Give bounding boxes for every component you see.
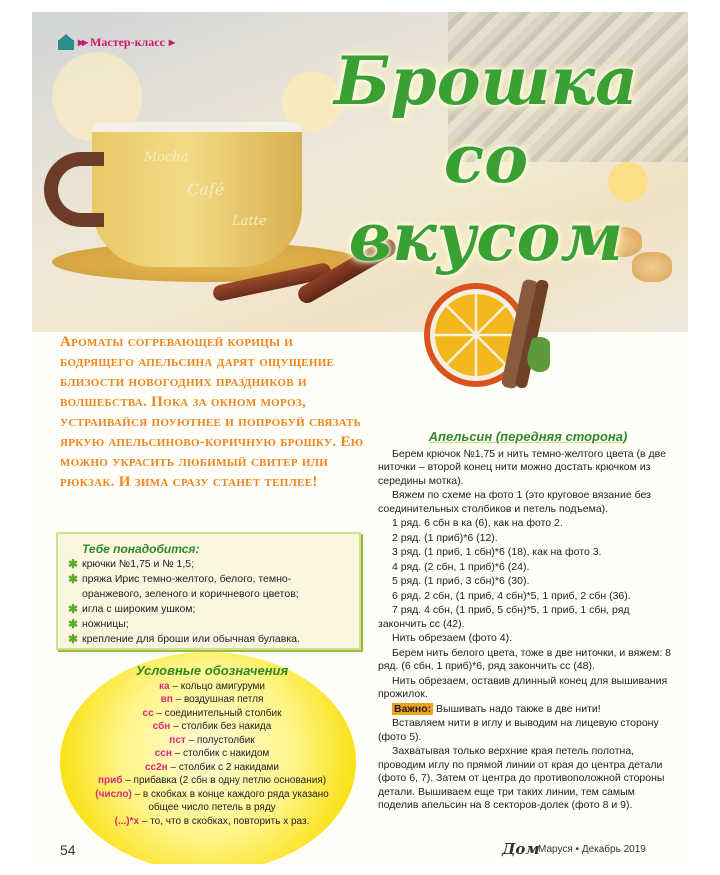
paragraph: Нить обрезаем, оставив длинный конец для вышивания прожилок.: [378, 674, 668, 700]
legend-item: [92, 693, 332, 707]
legend-item: [92, 680, 332, 694]
legend-item: [92, 774, 332, 788]
legend-item: [92, 747, 332, 761]
arrows-icon: ▸▸: [78, 35, 87, 49]
row-step: 2 ряд. (1 приб)*6 (12).: [392, 531, 498, 544]
coffee-mug: [92, 122, 302, 267]
row-step: 5 ряд. (1 приб, 3 сбн)*6 (30).: [392, 575, 530, 587]
materials-item: [68, 617, 349, 632]
star-bullet-icon: ✱: [68, 617, 79, 631]
legend-abbr: вп: [160, 694, 173, 705]
instructions-column: [378, 430, 678, 814]
legend-abbr: (число): [95, 788, 132, 800]
legend: [92, 664, 332, 828]
legend-item: [92, 707, 332, 721]
important-label: Важно:: [394, 702, 432, 715]
publisher-logo: Дом: [502, 840, 540, 858]
row-step: 3 ряд. (1 приб, 1 сбн)*6 (18), как на фото 3.: [392, 546, 602, 558]
magazine-page: [32, 12, 688, 864]
page-number: 54: [60, 842, 76, 858]
paragraph: Вставляем нити в иглу и выводим на лицевую сторону (фото 5).: [378, 717, 659, 743]
materials-item-text: ножницы;: [82, 618, 129, 630]
legend-item: [92, 734, 332, 748]
materials-item: [68, 632, 349, 647]
legend-text: – полустолбик: [188, 734, 255, 746]
mug-word: Café: [187, 180, 225, 199]
materials-item-text: крючки №1,75 и № 1,5;: [82, 558, 195, 570]
section-label: Мастер-класс: [90, 34, 165, 49]
materials-item-text: пряжа Ирис темно-желтого, белого, темно-оранжевого, зеленого и коричневого цветов;: [82, 573, 299, 600]
legend-text: – столбик без накида: [173, 721, 272, 732]
legend-text: – воздушная петля: [175, 694, 264, 705]
title-line-2: со вкусом: [348, 120, 624, 276]
legend-item: [92, 788, 332, 815]
legend-abbr: приб: [97, 775, 123, 786]
mug-word: Mocha: [144, 150, 189, 165]
legend-abbr: пст: [169, 734, 186, 746]
row-step: 1 ряд. 6 сбн в ка (6), как на фото 2.: [392, 517, 563, 529]
paragraph: Вяжем по схеме на фото 1 (это круговое вязание без соединительных столбиков и петель подъема).: [378, 489, 651, 515]
legend-text: – соединительный столбик: [156, 707, 282, 719]
house-icon: [58, 34, 74, 50]
legend-item: [92, 815, 332, 829]
materials-item: [68, 602, 349, 617]
paragraph: Захватывая только верхние края петель полотна, проводим иглу по прямой линии от края до центра детали (фото 6, 7). Затем от центра до противоположной стороны детали. Вышиваем еще три таких линии, тем самым поделив апельсин на 8 секторов-долек (фото 8 и 9).: [378, 745, 665, 811]
legend-text: – прибавка (2 сбн в одну петлю основания): [125, 775, 327, 786]
mug-word: Latte: [232, 214, 267, 229]
legend-abbr: сс2н: [145, 761, 168, 773]
section-tag: [58, 34, 173, 50]
legend-item: [92, 761, 332, 775]
star-bullet-icon: ✱: [68, 557, 79, 571]
legend-text: – кольцо амигуруми: [172, 680, 265, 692]
legend-item: [92, 720, 332, 734]
legend-abbr: (...)*х: [114, 815, 140, 827]
star-bullet-icon: ✱: [68, 632, 79, 646]
paragraph: Нить обрезаем (фото 4).: [392, 632, 513, 644]
legend-text: – то, что в скобках, повторить х раз.: [141, 815, 310, 827]
intro-text: Ароматы согревающей корицы и бодрящего апельсина дарят ощущение близости новогодних праздников и волшебства. Пока за окном мороз, устраивайся поуютнее и попробуй связать яркую апельсиново-коричную брошку. Ею можно украсить любимый свитер или рюкзак. И зима сразу станет теплее!: [60, 334, 364, 490]
instructions-heading: Апельсин (передняя сторона): [428, 429, 628, 444]
legend-abbr: сбн: [152, 721, 171, 732]
materials-item-text: крепление для броши или обычная булавка.: [82, 633, 300, 645]
materials-heading: Тебе понадобится:: [82, 542, 200, 556]
mug-handle: [44, 152, 104, 227]
orange-segments: [435, 294, 517, 376]
magazine-issue: Маруся • Декабрь 2019: [538, 844, 646, 855]
page-title: [306, 42, 666, 276]
row-step: 6 ряд. 2 сбн, (1 приб, 4 сбн)*5, 1 приб, 2 сбн (36).: [392, 589, 631, 602]
legend-text: – столбик с накидом: [174, 748, 270, 759]
arrow-icon: ▸: [168, 35, 173, 49]
important-note: [378, 703, 678, 717]
important-text: Вышивать надо также в две нити!: [433, 702, 601, 715]
orange-brooch-image: [420, 269, 550, 399]
title-line-1: Брошка: [334, 42, 638, 120]
legend-text: – столбик с 2 накидами: [170, 761, 279, 773]
legend-text: – в скобках в конце каждого ряда указано общее число петель в ряду: [134, 788, 329, 813]
row-step: 7 ряд. 4 сбн, (1 приб, 5 сбн)*5, 1 приб, 1 сбн, ряд закончить сс (42).: [378, 604, 630, 630]
legend-abbr: ка: [159, 680, 170, 692]
legend-abbr: сс: [142, 707, 154, 719]
materials-item: [68, 557, 349, 572]
star-bullet-icon: ✱: [68, 602, 79, 616]
paragraph: Берем нить белого цвета, тоже в две ниточки, и вяжем: 8 ряд. (6 сбн, 1 приб)*6, ряд закончить сс (48).: [378, 646, 672, 672]
materials-item-text: игла с широким ушком;: [82, 603, 196, 615]
materials-box: [56, 532, 361, 650]
legend-heading: Условные обозначения: [135, 663, 289, 678]
star-bullet-icon: ✱: [68, 572, 79, 586]
legend-abbr: ссн: [154, 748, 172, 759]
row-step: 4 ряд. (2 сбн, 1 приб)*6 (24).: [392, 560, 530, 573]
materials-item: [68, 572, 349, 602]
paragraph: Берем крючок №1,75 и нить темно-желтого цвета (в две ниточки – второй конец нити можно достать крючком из середины мотка).: [378, 447, 666, 487]
